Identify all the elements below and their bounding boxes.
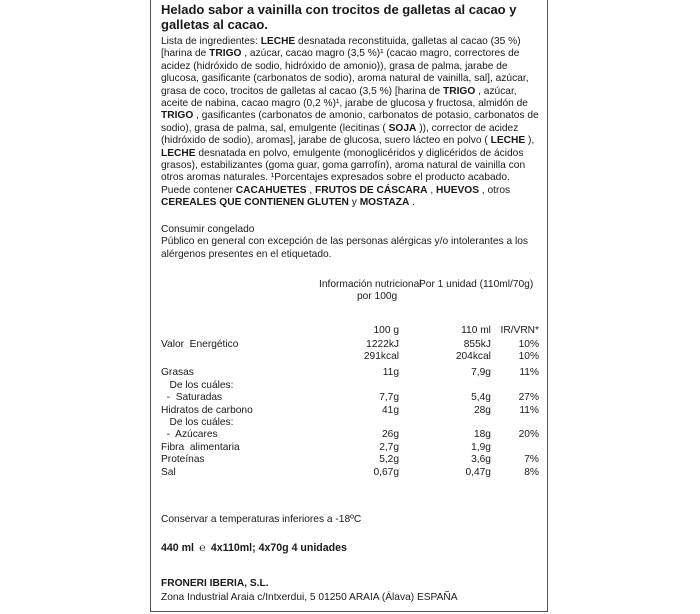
- nutrient-value: [304, 380, 399, 392]
- nutrient-name: Fibra alimentaria: [161, 441, 240, 453]
- nutrition-row: [161, 454, 539, 466]
- nutrition-row: [161, 405, 539, 417]
- nutrient-value: 28g: [473, 404, 491, 416]
- allergen-text: CEREALES QUE CONTIENEN GLUTEN: [161, 197, 349, 209]
- nutrient-value: 7%: [524, 454, 539, 466]
- ingredient-text: ,: [427, 184, 436, 196]
- nutrient-value: 11%: [519, 367, 539, 379]
- ingredient-text: y: [348, 197, 360, 209]
- nutrient-value: 1222kJ: [366, 338, 400, 350]
- product-title: Helado sabor a vainilla con trocitos de galletas al cacao y galletas al cacao.: [161, 2, 517, 32]
- estimated-sign-icon: ℮: [199, 542, 206, 554]
- nutrient-value: 41g: [382, 404, 400, 416]
- nutrition-row: [161, 367, 539, 379]
- ingredient-text: , azúcar, cacao magro (3,5 %)¹ (cacao magro, correctores de acidez (hidróxido de sodio, hidróxido de amonio)), grasa de palma, jarabe de glucosa, gasificante (carbonatos de sodio), aroma natural de vainilla, sal], azúcar, grasa de coco, trocitos de galletas al cacao (3,5 %) [harina de: [161, 48, 529, 97]
- nutrient-name: [161, 351, 304, 367]
- product-label: [150, 0, 548, 612]
- allergen-text: TRIGO: [161, 110, 194, 122]
- nutrient-name: Hidratos de carbono: [161, 404, 253, 416]
- allergen-text: FRUTOS DE CÁSCARA: [315, 184, 428, 196]
- consumption-note: Consumir congelado: [161, 223, 255, 235]
- nutrition-row: [161, 442, 539, 454]
- nutrient-value: 7,9g: [471, 367, 491, 379]
- ingredient-text: , azúcar, aceite de nabina, cacao magro (0,2 %)¹, jarabe de glucosa y fructosa, almidón de: [161, 85, 528, 110]
- allergen-text: LECHE: [260, 36, 296, 47]
- nutrient-name: - Azúcares: [161, 429, 218, 441]
- allergen-text: LECHE: [161, 147, 196, 159]
- nutrient-value: 7,7g: [379, 392, 400, 404]
- nutrient-value: 0,47g: [465, 466, 491, 478]
- nutrient-value: [304, 417, 399, 429]
- nutrient-value: 27%: [518, 392, 539, 404]
- nutrition-header: [161, 279, 539, 307]
- nutrient-value: [491, 380, 539, 392]
- allergen-text: CACAHUETES: [235, 184, 307, 196]
- nutrient-value: 0,67g: [373, 466, 400, 478]
- pack-detail: 4x110ml; 4x70g 4 unidades: [210, 542, 347, 554]
- nutrient-value: 20%: [518, 429, 539, 441]
- nutrient-value: 10%: [518, 351, 539, 363]
- allergen-text: TRIGO: [443, 85, 476, 97]
- nutrient-value: 100 g: [373, 324, 400, 336]
- net-volume: 440 ml: [161, 542, 194, 554]
- nutrient-name: Proteínas: [161, 454, 205, 466]
- ingredient-text: , otros: [479, 184, 511, 196]
- nutrient-name: [161, 325, 304, 339]
- nutrient-value: 2,7g: [379, 441, 400, 453]
- nutrient-value: 291kcal: [363, 351, 400, 363]
- nutrient-value: 5,2g: [379, 454, 400, 466]
- ingredient-text: )), corrector de acidez (hidróxido de sodio), aromas], jarabe de glucosa, suero lácteo en polvo (: [161, 122, 519, 147]
- nutrient-name: Sal: [161, 466, 176, 478]
- nutrition-row: [161, 429, 539, 441]
- nutrient-name: De los cuáles:: [161, 379, 234, 391]
- nutrient-value: 5,4g: [471, 392, 491, 404]
- nutrient-value: 1,9g: [471, 441, 491, 453]
- allergen-text: HUEVOS: [435, 184, 480, 196]
- nutrient-value: 8%: [524, 466, 539, 478]
- allergen-text: SOJA: [388, 122, 417, 134]
- ingredient-text: , gasificantes (carbonatos de amonio, carbonatos de potasio, carbonatos de sodio), grasa de palma, sal, emulgente (lecitinas (: [161, 110, 539, 134]
- company-name: FRONERI IBERIA, S.L.: [161, 578, 269, 589]
- nutrient-value: 18g: [473, 429, 491, 441]
- nutrient-value: 11g: [382, 367, 400, 379]
- nutrition-row: [161, 417, 539, 429]
- nutrient-name: - Saturadas: [161, 392, 223, 404]
- allergen-text: LECHE: [490, 135, 526, 147]
- nutrient-value: 855kJ: [463, 338, 491, 350]
- ingredient-text: Lista de ingredientes:: [161, 36, 261, 47]
- nutrition-row: [161, 380, 539, 392]
- nutrient-value: [399, 380, 491, 392]
- nutrient-value: [491, 417, 539, 429]
- nutrient-value: 3,6g: [471, 454, 491, 466]
- nutrient-value: 110 ml: [461, 324, 491, 336]
- nutrient-value: [399, 417, 491, 429]
- nutrient-value: 10%: [518, 338, 539, 350]
- storage-instructions: Conservar a temperaturas inferiores a -18ºC: [161, 514, 362, 525]
- nutrient-name: Valor Energético: [161, 338, 239, 350]
- ingredient-text: desnatada en polvo, emulgente (monoglicéridos y diglicéridos de ácidos grasos), estabilizantes (goma guar, goma garrofín), aroma natural de vainilla con otros aromas naturales. ¹Porcentajes expresados sobre el producto acabado. Puede contener: [161, 147, 526, 196]
- nutrition-row: [161, 351, 539, 367]
- allergen-text: MOSTAZA: [359, 197, 410, 209]
- ingredient-text: desnatada reconstituida, galletas al cacao (35 %) [harina de: [161, 36, 521, 60]
- nutrition-row: [161, 392, 539, 404]
- nutrition-header-per100: por 100g: [357, 290, 398, 302]
- nutrition-header-portion: Por 1 unidad (110ml/70g): [419, 278, 534, 290]
- nutrient-name: De los cuáles:: [161, 416, 234, 428]
- ingredient-text: ),: [525, 135, 535, 147]
- allergen-text: TRIGO: [209, 48, 242, 60]
- ingredient-text: .: [409, 197, 415, 209]
- company-address: Zona Industrial Araia c/Intxerdui, 5 01250 ARAIA (Álava) ESPAÑA: [161, 592, 458, 603]
- nutrition-row: [161, 467, 539, 479]
- net-quantity: [161, 542, 347, 554]
- nutrition-header-title: Información nutricional: [319, 278, 422, 290]
- ingredient-text: ,: [306, 184, 316, 196]
- nutrient-value: 11%: [519, 404, 539, 416]
- nutrient-value: [491, 442, 539, 454]
- audience-note: Público en general con excepción de las personas alérgicas y/o intolerantes a los alérgenos presentes en el etiquetado.: [161, 236, 528, 260]
- nutrition-row: [161, 339, 539, 351]
- nutrition-columns-row: [161, 325, 539, 339]
- nutrient-value: 26g: [382, 429, 400, 441]
- nutrition-table: [161, 325, 539, 479]
- nutrient-name: Grasas: [161, 367, 194, 379]
- nutrient-value: 204kcal: [455, 351, 491, 363]
- ingredients-list: [161, 36, 539, 210]
- nutrient-value: IR/VRN*: [500, 324, 539, 336]
